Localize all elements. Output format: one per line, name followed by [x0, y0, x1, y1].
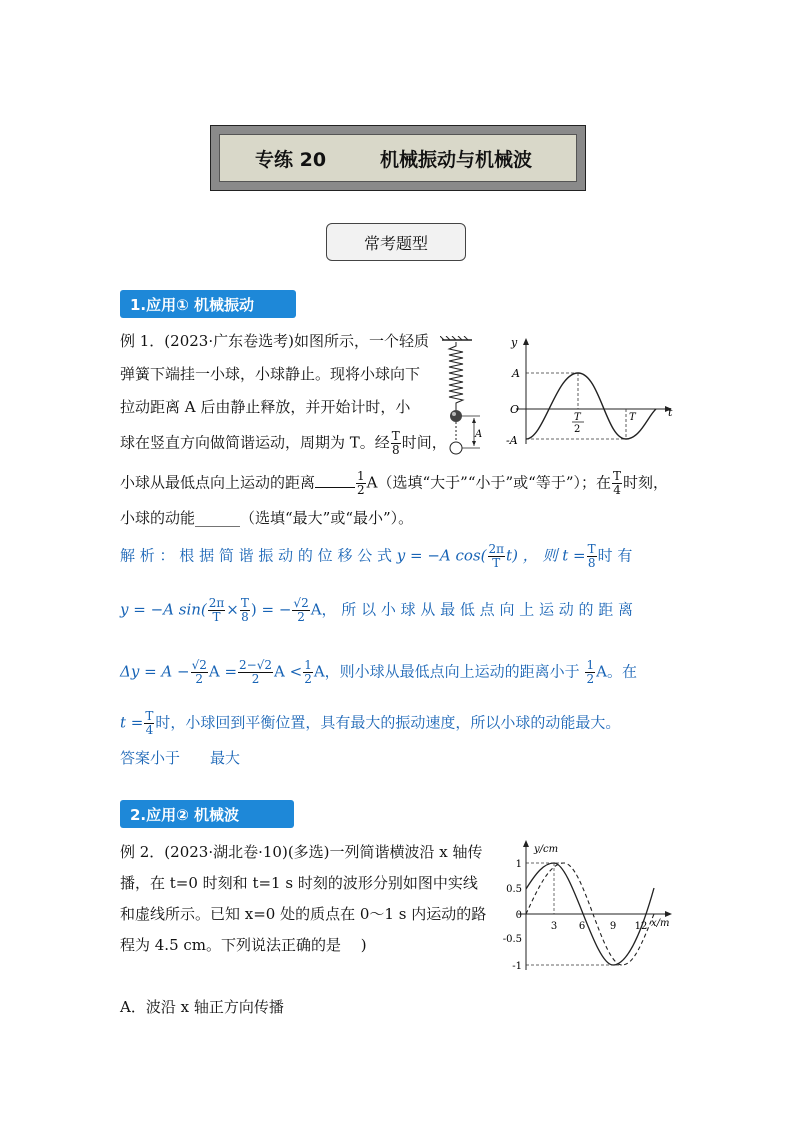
spring-figure: [440, 336, 490, 460]
ex1-line5: [120, 470, 668, 497]
ex1-line4: [120, 430, 447, 457]
spring-A-label: A: [475, 429, 483, 440]
answer1: 答案小于 最大: [120, 749, 241, 767]
ex2-line3: 和虚线所示。已知 x=0 处的质点在 0～1 s 内运动的路: [120, 905, 487, 923]
ex2-line4: 程为 4.5 cm。下列说法正确的是 ): [120, 936, 367, 954]
title-banner: [210, 125, 586, 191]
section2-header: [120, 800, 300, 828]
wave-graph: [494, 838, 684, 974]
frac-T4: $\frac{T}{4}$: [613, 469, 622, 497]
svg-text:T: T: [629, 412, 636, 423]
ex1-line3: 拉动距离 A 后由静止释放，并开始计时，小: [120, 398, 411, 416]
ex2-line1: 例 2．(2023·湖北卷·10)(多选)一列简谐横波沿 x 轴传: [120, 843, 483, 861]
section-button[interactable]: 常考题型: [326, 223, 466, 261]
ex1-line4b: 时间，: [401, 433, 447, 452]
svg-text:12: 12: [634, 921, 648, 932]
answer-blank-1[interactable]: [315, 473, 355, 488]
ex1-line5a: 小球从最低点向上运动的距离: [120, 473, 316, 492]
svg-text:-0.5: -0.5: [502, 934, 522, 945]
solution1-line4: t = $\frac{T}{4}$ 时，小球回到平衡位置，具有最大的振动速度，所以小球的动能最大。: [120, 709, 621, 737]
frac-half: $\frac{1}{2}$: [357, 469, 365, 497]
graph-negA-label: -A: [506, 434, 518, 446]
section2-tag: 2.应用② 机械波: [120, 800, 294, 828]
solution1-line3: Δy = A − $\frac{√2}{2}$ A = $\frac{2-√2}{2}$ A < $\frac{1}{2}$ A，则小球从最低点向上运动的距离小于 $\frac{1}{2}$ A。在: [120, 658, 637, 686]
ex1-line5b: A（选填“大于”“小于”或“等于”）；在: [366, 473, 612, 492]
frac-T8: $\frac{T}{8}$: [391, 429, 400, 457]
graph-y-label: y: [511, 336, 518, 349]
svg-text:2: 2: [574, 424, 581, 435]
ex1-line2: 弹簧下端挂一小球，小球静止。现将小球向下: [120, 365, 421, 383]
svg-text:9: 9: [609, 921, 617, 932]
svg-text:3: 3: [550, 921, 558, 932]
ex2-line2: 播，在 t=0 时刻和 t=1 s 时刻的波形分别如图中实线: [120, 874, 478, 892]
svg-text:6: 6: [578, 921, 586, 932]
ex1-line6: 小球的动能______（选填“最大”或“最小”）。: [120, 509, 414, 527]
graph-A-label: A: [512, 367, 520, 380]
solution1-line2: y = −A sin( $\frac{2\pi}{T}$ × $\frac{T}{8}$ ) = − $\frac{√2}{2}$ A， 所 以 小 球 从 最 低 点 向 上 运 动 的 距 离: [120, 596, 634, 624]
svg-text:0.5: 0.5: [506, 884, 522, 895]
section1-tag: 1.应用① 机械振动: [120, 290, 296, 318]
option-a[interactable]: A．波沿 x 轴正方向传播: [120, 998, 284, 1016]
page-title: 机械振动与机械波: [380, 148, 533, 171]
ex1-line1: 例 1．(2023·广东卷选考)如图所示，一个轻质: [120, 332, 429, 350]
oscillation-graph: [506, 336, 676, 446]
svg-text:T: T: [574, 412, 581, 423]
wave-y-label: y/cm: [534, 844, 559, 855]
ex1-line5c: 时刻，: [623, 473, 669, 492]
solution1-line1: 解 析 ： 根 据 简 谐 振 动 的 位 移 公 式 y = −A cos( $\frac{2\pi}{T}$ t) ， 则 t = $\frac{T}{8}$ 时 有: [120, 542, 633, 570]
ex1-line4a: 球在竖直方向做简谐运动，周期为 T。经: [120, 433, 390, 452]
svg-text:-1: -1: [512, 961, 522, 972]
graph-t-label: t: [668, 406, 673, 419]
wave-x-label: x/m: [651, 918, 670, 929]
section1-header: [120, 290, 300, 318]
svg-text:0: 0: [515, 910, 522, 921]
title-prefix: 专练 20: [255, 148, 327, 171]
graph-O-label: O: [510, 403, 520, 416]
svg-text:1: 1: [515, 859, 522, 870]
